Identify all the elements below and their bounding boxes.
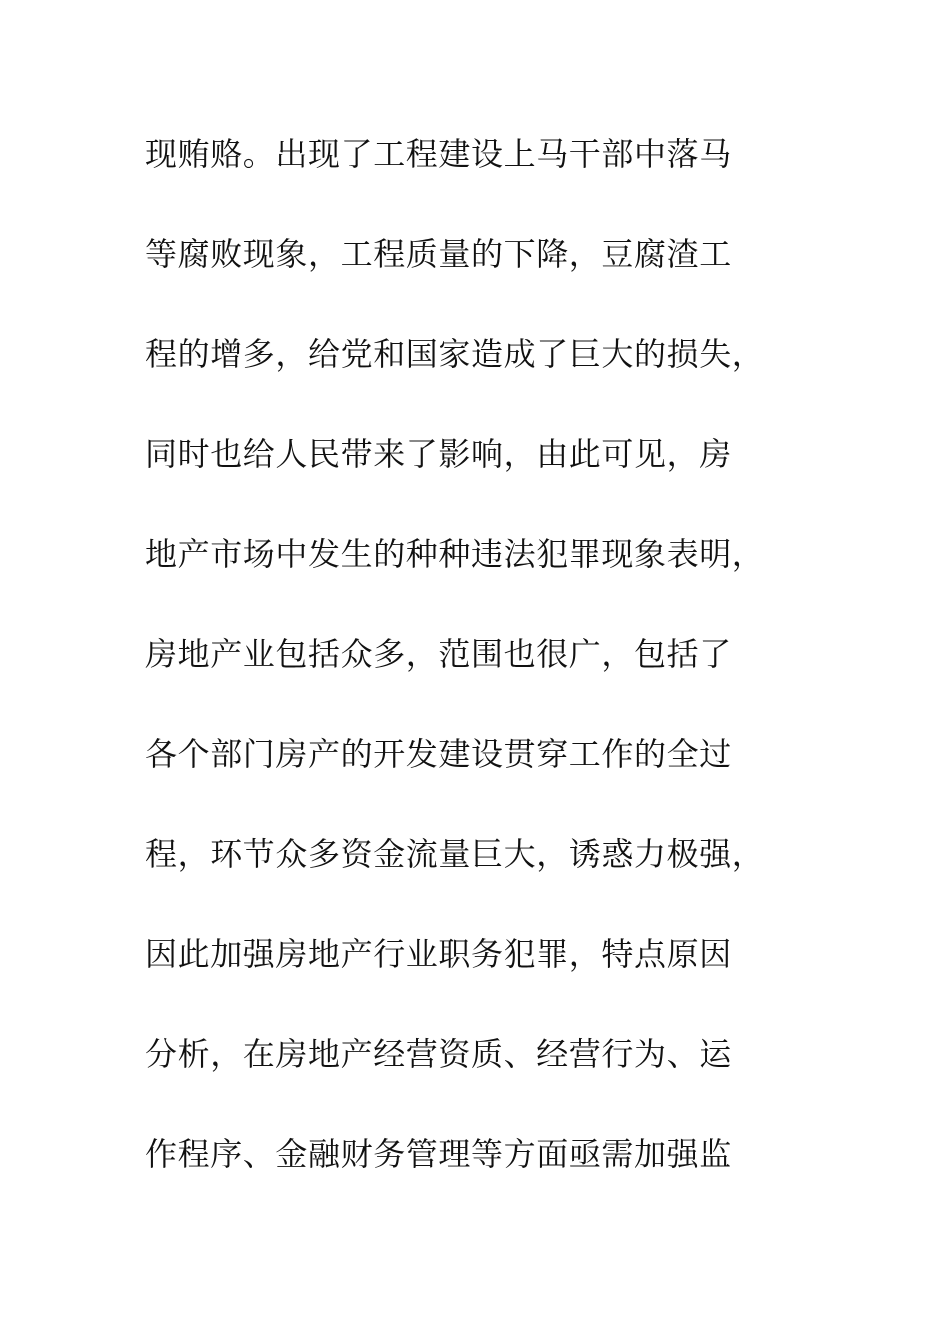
text-line: 分析，在房地产经营资质、经营行为、运	[145, 1035, 732, 1073]
text-line: 同时也给人民带来了影响，由此可见，房	[145, 435, 732, 473]
text-line: 等腐败现象，工程质量的下降，豆腐渣工	[145, 235, 732, 273]
text-line: 程，环节众多资金流量巨大，诱惑力极强，	[145, 835, 765, 873]
body-text	[145, 122, 805, 1222]
text-line: 程的增多，给党和国家造成了巨大的损失，	[145, 335, 765, 373]
text-line: 房地产业包括众多，范围也很广，包括了	[145, 635, 732, 673]
text-line: 各个部门房产的开发建设贯穿工作的全过	[145, 735, 732, 773]
text-line: 因此加强房地产行业职务犯罪，特点原因	[145, 935, 732, 973]
text-line: 地产市场中发生的种种违法犯罪现象表明，	[145, 535, 765, 573]
text-line: 作程序、金融财务管理等方面亟需加强监	[145, 1135, 732, 1173]
text-line: 现贿赂。出现了工程建设上马干部中落马	[145, 135, 732, 173]
